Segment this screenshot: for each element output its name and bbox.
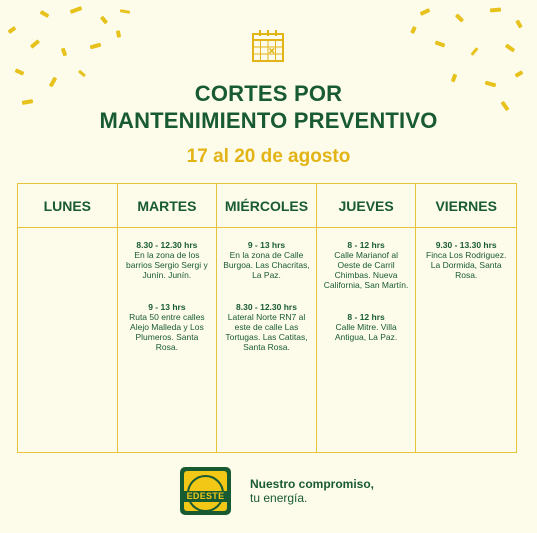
calendar-icon	[250, 28, 286, 64]
outage-time: 8.30 - 12.30 hrs	[136, 240, 198, 250]
outage-entry	[323, 312, 410, 342]
slogan-line-1: Nuestro compromiso,	[250, 477, 375, 491]
day-column-jueves	[317, 228, 417, 452]
date-range: 17 al 20 de agosto	[186, 146, 351, 167]
page-title	[0, 80, 537, 134]
confetti-piece	[15, 68, 25, 75]
schedule-table	[17, 183, 517, 453]
logo-text: EDESTE	[184, 491, 227, 502]
day-column-miercoles	[217, 228, 317, 452]
outage-location: Calle Marianof al Oeste de Carril Chimbas. Nueva California, San Martín.	[323, 250, 409, 290]
confetti-piece	[70, 6, 83, 14]
confetti-piece	[470, 47, 478, 56]
outage-time: 9 - 13 hrs	[247, 240, 286, 250]
title-line-2: MANTENIMIENTO PREVENTIVO	[99, 108, 438, 133]
outage-location: Calle Mitre. Villa Antigua, La Paz.	[334, 322, 398, 342]
outage-entry	[422, 240, 510, 280]
confetti-piece	[8, 26, 17, 34]
confetti-piece	[420, 8, 431, 16]
slogan	[250, 477, 374, 505]
confetti-piece	[515, 70, 524, 77]
outage-time: 9 - 13 hrs	[148, 302, 186, 312]
day-header-miercoles: MIÉRCOLES	[217, 184, 317, 228]
day-column-viernes	[416, 228, 516, 452]
confetti-piece	[30, 39, 40, 48]
confetti-piece	[100, 16, 108, 25]
confetti-piece	[78, 70, 86, 77]
confetti-piece	[490, 8, 501, 13]
outage-location: Ruta 50 entre calles Alejo Malleda y Los Plumeros. Santa Rosa.	[129, 312, 205, 352]
outage-time: 8 - 12 hrs	[347, 312, 385, 322]
confetti-piece	[410, 26, 417, 34]
outage-location: En la zona de los barrios Sergio Sergi y Junín. Junín.	[126, 250, 208, 280]
outage-location: En la zona de Calle Burgoa. Las Chacritas, La Paz.	[223, 250, 310, 280]
day-column-martes	[118, 228, 218, 452]
confetti-piece	[505, 43, 515, 52]
outage-location: Finca Los Rodriguez. La Dormida, Santa Rosa.	[426, 250, 507, 280]
confetti-piece	[455, 13, 464, 22]
confetti-piece	[61, 48, 67, 57]
confetti-piece	[120, 9, 130, 14]
confetti-piece	[116, 30, 121, 38]
slogan-line-2: tu energía.	[250, 491, 308, 505]
outage-time: 9.30 - 13.30 hrs	[435, 240, 497, 250]
day-header-martes: MARTES	[118, 184, 218, 228]
title-line-1: CORTES POR	[194, 81, 343, 106]
outage-entry	[223, 240, 310, 280]
day-header-lunes: LUNES	[18, 184, 118, 228]
confetti-piece	[90, 43, 102, 50]
day-header-viernes: VIERNES	[416, 184, 516, 228]
outage-entry	[223, 302, 310, 352]
day-header-jueves: JUEVES	[317, 184, 417, 228]
outage-time: 8.30 - 12.30 hrs	[236, 302, 297, 312]
outage-entry	[124, 240, 211, 280]
outage-entry	[124, 302, 211, 352]
confetti-piece	[40, 10, 50, 18]
confetti-piece	[435, 40, 446, 47]
outage-time: 8 - 12 hrs	[347, 240, 385, 250]
edeste-logo	[180, 467, 231, 515]
day-column-lunes	[18, 228, 118, 452]
confetti-piece	[515, 20, 522, 29]
logo-badge	[184, 471, 227, 511]
outage-location: Lateral Norte RN7 al este de calle Las Tortugas. Las Catitas, Santa Rosa.	[225, 312, 308, 352]
outage-entry	[323, 240, 410, 290]
